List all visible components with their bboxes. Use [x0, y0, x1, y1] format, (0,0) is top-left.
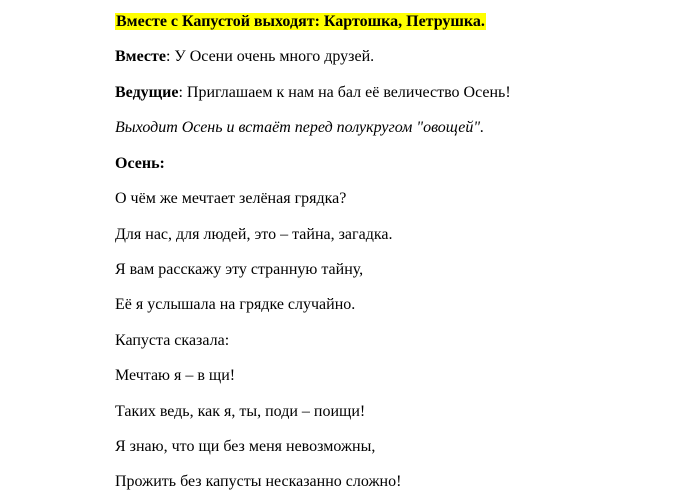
verse-line: Для нас, для людей, это – тайна, загадка.: [115, 226, 393, 243]
dialogue-line-hosts: [115, 83, 511, 103]
highlighted-heading: Вместе с Капустой выходят: Картошка, Петрушка.: [116, 13, 485, 30]
stage-direction: Выходит Осень и встаёт перед полукругом "овощей".: [115, 119, 485, 136]
dialogue-line-together: [115, 47, 374, 67]
verse-line: Капуста сказала:: [115, 332, 230, 349]
verse-line: Прожить без капусты несказанно сложно!: [115, 473, 402, 490]
verse-line: Её я услышала на грядке случайно.: [115, 296, 356, 313]
speaker-label: Ведущие: [115, 84, 179, 101]
dialogue-text: : У Осени очень много друзей.: [165, 48, 375, 65]
heading-line: [115, 12, 486, 32]
verse-line: Я вам расскажу эту странную тайну,: [115, 261, 364, 278]
verse-line: Я знаю, что щи без меня невозможны,: [115, 438, 376, 455]
verse-line: Мечтаю я – в щи!: [115, 367, 236, 384]
verse-line: О чём же мечтает зелёная грядка?: [115, 190, 347, 207]
verse-line: Таких ведь, как я, ты, поди – поищи!: [115, 403, 366, 420]
dialogue-text: : Приглашаем к нам на бал её величество Осень!: [178, 84, 511, 101]
speaker-autumn: Осень:: [115, 155, 165, 172]
speaker-label: Вместе: [115, 48, 166, 65]
